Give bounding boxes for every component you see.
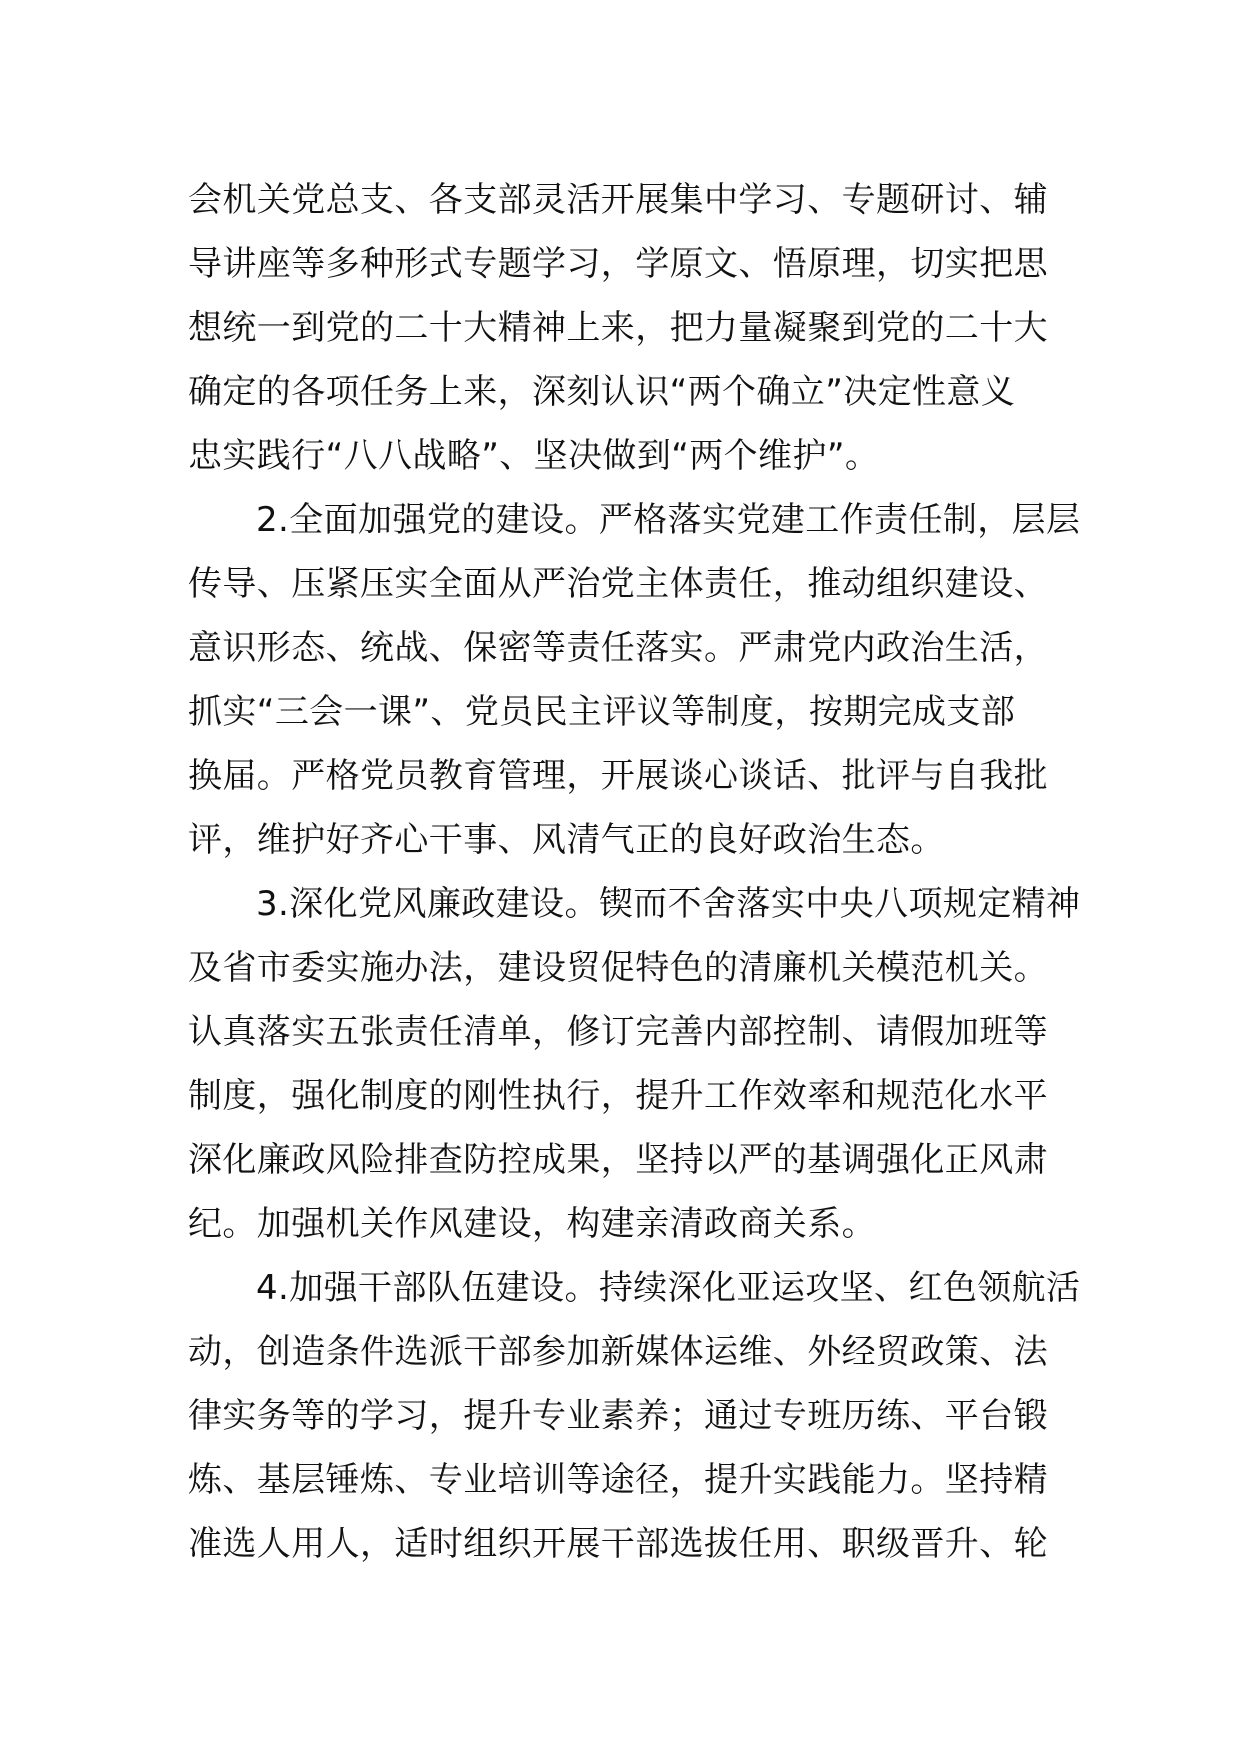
text-line: 传导、压紧压实全面从严治党主体责任，推动组织建设、 xyxy=(188,564,1048,604)
text-line: 抓实“三会一课”、党员民主评议等制度，按期完成支部 xyxy=(188,692,1016,732)
document-body xyxy=(188,168,1081,1576)
text-line: 律实务等的学习，提升专业素养；通过专班历练、平台锻 xyxy=(188,1396,1048,1436)
text-line: 会机关党总支、各支部灵活开展集中学习、专题研讨、辅 xyxy=(188,180,1048,220)
text-line: 确定的各项任务上来，深刻认识“两个确立”决定性意义 xyxy=(188,372,1016,412)
text-line: 导讲座等多种形式专题学习，学原文、悟原理，切实把思 xyxy=(188,244,1048,284)
text-line: 动，创造条件选派干部参加新媒体运维、外经贸政策、法 xyxy=(188,1332,1048,1372)
paragraph-start-line: 3.深化党风廉政建设。锲而不舍落实中央八项规定精神 xyxy=(256,884,1081,924)
text-line: 制度，强化制度的刚性执行，提升工作效率和规范化水平 xyxy=(188,1076,1048,1116)
text-line: 深化廉政风险排查防控成果，坚持以严的基调强化正风肃 xyxy=(188,1140,1048,1180)
text-line: 忠实践行“八八战略”、坚决做到“两个维护”。 xyxy=(188,436,880,476)
text-line: 纪。加强机关作风建设，构建亲清政商关系。 xyxy=(188,1204,876,1244)
text-line: 意识形态、统战、保密等责任落实。严肃党内政治生活， xyxy=(188,628,1048,668)
paragraph-start-line: 4.加强干部队伍建设。持续深化亚运攻坚、红色领航活 xyxy=(256,1268,1081,1308)
text-line: 换届。严格党员教育管理，开展谈心谈话、批评与自我批 xyxy=(188,756,1048,796)
text-line: 及省市委实施办法，建设贸促特色的清廉机关模范机关。 xyxy=(188,948,1048,988)
text-line: 炼、基层锤炼、专业培训等途径，提升实践能力。坚持精 xyxy=(188,1460,1048,1500)
text-line: 评，维护好齐心干事、风清气正的良好政治生态。 xyxy=(188,820,945,860)
text-line: 准选人用人，适时组织开展干部选拔任用、职级晋升、轮 xyxy=(188,1524,1048,1564)
text-line: 认真落实五张责任清单，修订完善内部控制、请假加班等 xyxy=(188,1012,1048,1052)
paragraph-start-line: 2.全面加强党的建设。严格落实党建工作责任制，层层 xyxy=(256,500,1081,540)
text-line: 想统一到党的二十大精神上来，把力量凝聚到党的二十大 xyxy=(188,308,1048,348)
